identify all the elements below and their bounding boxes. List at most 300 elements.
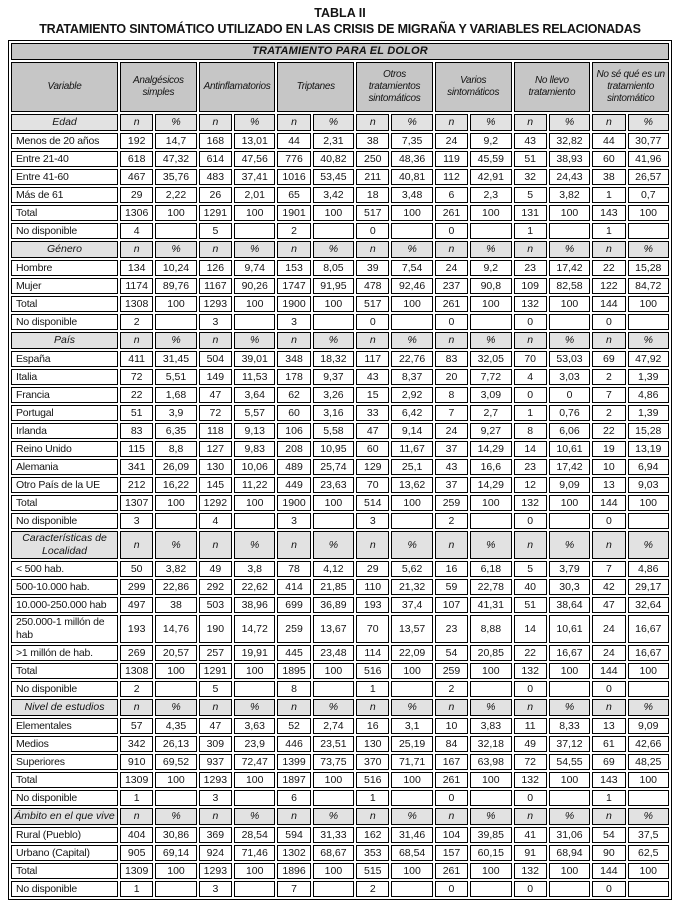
cell-value: 3 <box>356 513 389 529</box>
cell-value: 10 <box>592 459 625 475</box>
cell-value <box>549 681 590 697</box>
cell-value: 100 <box>313 296 354 312</box>
n-subheader: n <box>356 114 389 131</box>
cell-value: 1308 <box>120 663 153 679</box>
cell-value: 100 <box>549 663 590 679</box>
cell-value: 23,51 <box>313 736 354 752</box>
percent-subheader: % <box>549 241 590 258</box>
cell-value: 269 <box>120 645 153 661</box>
percent-subheader: % <box>391 531 432 559</box>
cell-value: 7 <box>592 561 625 577</box>
cell-value: 32 <box>514 169 547 185</box>
cell-value: 8,8 <box>155 441 196 457</box>
cell-value: 4 <box>199 513 232 529</box>
percent-subheader: % <box>628 808 669 825</box>
cell-value: 60 <box>592 151 625 167</box>
cell-value: 1293 <box>199 296 232 312</box>
cell-value: 39,01 <box>234 351 275 367</box>
section-header-row <box>11 531 669 559</box>
cell-value <box>313 223 354 239</box>
cell-value: 3 <box>199 790 232 806</box>
cell-value: 19,91 <box>234 645 275 661</box>
cell-value: 15,28 <box>628 260 669 276</box>
cell-value: 10,61 <box>549 615 590 643</box>
percent-subheader: % <box>470 332 511 349</box>
cell-value: 54 <box>435 645 468 661</box>
cell-value <box>628 314 669 330</box>
percent-subheader: % <box>628 699 669 716</box>
cell-value <box>234 314 275 330</box>
cell-value: 14,7 <box>155 133 196 149</box>
cell-value: 1901 <box>277 205 310 221</box>
row-label: Rural (Pueblo) <box>11 827 118 843</box>
table-row <box>11 169 669 185</box>
cell-value: 1 <box>356 681 389 697</box>
cell-value: 37 <box>435 477 468 493</box>
n-subheader: n <box>199 332 232 349</box>
cell-value: 44 <box>277 133 310 149</box>
cell-value: 516 <box>356 663 389 679</box>
cell-value: 15,28 <box>628 423 669 439</box>
cell-value: 168 <box>199 133 232 149</box>
cell-value <box>391 790 432 806</box>
n-subheader: n <box>514 114 547 131</box>
cell-value: 71,71 <box>391 754 432 770</box>
cell-value: 60,15 <box>470 845 511 861</box>
cell-value: 0 <box>514 681 547 697</box>
cell-value: 24,43 <box>549 169 590 185</box>
cell-value: 131 <box>514 205 547 221</box>
cell-value: 100 <box>234 205 275 221</box>
n-subheader: n <box>356 699 389 716</box>
percent-subheader: % <box>549 699 590 716</box>
table-row <box>11 790 669 806</box>
n-subheader: n <box>514 808 547 825</box>
cell-value: 3,64 <box>234 387 275 403</box>
cell-value: 47,92 <box>628 351 669 367</box>
cell-value <box>313 790 354 806</box>
percent-subheader: % <box>470 114 511 131</box>
treatment-header-varios: Varios sintomáticos <box>435 62 512 112</box>
percent-subheader: % <box>234 531 275 559</box>
cell-value: 69,14 <box>155 845 196 861</box>
row-label: Francia <box>11 387 118 403</box>
cell-value: 11 <box>514 718 547 734</box>
section-label: Características de Localidad <box>11 531 118 559</box>
cell-value <box>391 223 432 239</box>
cell-value: 3,03 <box>549 369 590 385</box>
cell-value: 341 <box>120 459 153 475</box>
percent-subheader: % <box>313 114 354 131</box>
cell-value: 8 <box>435 387 468 403</box>
cell-value: 37 <box>435 441 468 457</box>
n-subheader: n <box>435 699 468 716</box>
cell-value: 72 <box>199 405 232 421</box>
cell-value: 31,46 <box>391 827 432 843</box>
row-label: 10.000-250.000 hab <box>11 597 118 613</box>
percent-subheader: % <box>313 699 354 716</box>
treatment-header-analgesicos: Analgésicos simples <box>120 62 197 112</box>
cell-value: 1 <box>120 790 153 806</box>
cell-value: 3 <box>277 314 310 330</box>
cell-value: 38 <box>155 597 196 613</box>
cell-value: 23 <box>514 459 547 475</box>
cell-value: 22,78 <box>470 579 511 595</box>
section-label: País <box>11 332 118 349</box>
cell-value: 3,63 <box>234 718 275 734</box>
cell-value: 78 <box>277 561 310 577</box>
cell-value: 1897 <box>277 772 310 788</box>
cell-value: 134 <box>120 260 153 276</box>
row-label: Mujer <box>11 278 118 294</box>
cell-value: 32,05 <box>470 351 511 367</box>
cell-value: 404 <box>120 827 153 843</box>
percent-subheader: % <box>549 808 590 825</box>
cell-value: 13 <box>592 477 625 493</box>
cell-value: 5 <box>514 561 547 577</box>
cell-value <box>391 513 432 529</box>
row-label: Menos de 20 años <box>11 133 118 149</box>
cell-value: 261 <box>435 205 468 221</box>
table-row <box>11 579 669 595</box>
cell-value: 26,13 <box>155 736 196 752</box>
cell-value: 100 <box>628 663 669 679</box>
n-subheader: n <box>277 699 310 716</box>
cell-value: 489 <box>277 459 310 475</box>
cell-value: 37,41 <box>234 169 275 185</box>
cell-value: 5 <box>514 187 547 203</box>
cell-value: 1399 <box>277 754 310 770</box>
table-banner: TRATAMIENTO PARA EL DOLOR <box>11 43 669 60</box>
cell-value <box>234 513 275 529</box>
cell-value: 0 <box>435 223 468 239</box>
n-subheader: n <box>199 114 232 131</box>
cell-value: 100 <box>549 772 590 788</box>
cell-value: 43 <box>435 459 468 475</box>
n-subheader: n <box>514 332 547 349</box>
cell-value: 257 <box>199 645 232 661</box>
cell-value: 2,74 <box>313 718 354 734</box>
cell-value: 29,17 <box>628 579 669 595</box>
cell-value: 8,88 <box>470 615 511 643</box>
cell-value: 259 <box>435 495 468 511</box>
cell-value: 11,67 <box>391 441 432 457</box>
cell-value: 20,85 <box>470 645 511 661</box>
cell-value: 3,8 <box>234 561 275 577</box>
cell-value: 13,67 <box>313 615 354 643</box>
cell-value: 144 <box>592 296 625 312</box>
percent-subheader: % <box>313 332 354 349</box>
cell-value: 0 <box>592 314 625 330</box>
cell-value: 16 <box>435 561 468 577</box>
cell-value <box>470 223 511 239</box>
cell-value: 109 <box>514 278 547 294</box>
row-label: Italia <box>11 369 118 385</box>
percent-subheader: % <box>628 332 669 349</box>
cell-value: 3 <box>199 314 232 330</box>
cell-value: 14,72 <box>234 615 275 643</box>
cell-value: 71,46 <box>234 845 275 861</box>
cell-value: 100 <box>234 495 275 511</box>
cell-value: 33 <box>356 405 389 421</box>
cell-value: 100 <box>391 296 432 312</box>
cell-value: 21,85 <box>313 579 354 595</box>
cell-value: 8 <box>277 681 310 697</box>
cell-value: 208 <box>277 441 310 457</box>
row-label: Reino Unido <box>11 441 118 457</box>
table-row <box>11 681 669 697</box>
cell-value: 51 <box>120 405 153 421</box>
percent-subheader: % <box>155 332 196 349</box>
cell-value: 100 <box>391 663 432 679</box>
row-label: No disponible <box>11 513 118 529</box>
cell-value: 84,72 <box>628 278 669 294</box>
table-row <box>11 223 669 239</box>
treatment-table <box>8 40 672 900</box>
cell-value: 60 <box>277 405 310 421</box>
cell-value: 53,03 <box>549 351 590 367</box>
cell-value: 11,22 <box>234 477 275 493</box>
cell-value: 515 <box>356 863 389 879</box>
cell-value: 9,83 <box>234 441 275 457</box>
cell-value <box>549 314 590 330</box>
cell-value: 20,57 <box>155 645 196 661</box>
table-row <box>11 513 669 529</box>
cell-value: 299 <box>120 579 153 595</box>
cell-value: 35,76 <box>155 169 196 185</box>
cell-value: 259 <box>435 663 468 679</box>
table-row <box>11 477 669 493</box>
cell-value: 3,48 <box>391 187 432 203</box>
cell-value: 45,59 <box>470 151 511 167</box>
cell-value: 0 <box>514 387 547 403</box>
cell-value <box>470 314 511 330</box>
cell-value: 6,18 <box>470 561 511 577</box>
row-label: España <box>11 351 118 367</box>
cell-value: 1309 <box>120 863 153 879</box>
row-label: Total <box>11 863 118 879</box>
cell-value: 39 <box>356 260 389 276</box>
row-label: < 500 hab. <box>11 561 118 577</box>
cell-value <box>628 790 669 806</box>
cell-value: 72 <box>120 369 153 385</box>
cell-value: 12 <box>514 477 547 493</box>
cell-value: 13,62 <box>391 477 432 493</box>
cell-value: 23,9 <box>234 736 275 752</box>
row-label: Más de 61 <box>11 187 118 203</box>
cell-value: 2 <box>277 223 310 239</box>
cell-value: 15 <box>356 387 389 403</box>
percent-subheader: % <box>155 241 196 258</box>
table-row <box>11 187 669 203</box>
cell-value: 309 <box>199 736 232 752</box>
cell-value: 100 <box>470 863 511 879</box>
cell-value: 38,64 <box>549 597 590 613</box>
cell-value <box>628 681 669 697</box>
cell-value: 37,4 <box>391 597 432 613</box>
cell-value: 237 <box>435 278 468 294</box>
n-subheader: n <box>592 241 625 258</box>
cell-value: 2 <box>592 405 625 421</box>
cell-value: 3,9 <box>155 405 196 421</box>
table-row <box>11 441 669 457</box>
percent-subheader: % <box>313 531 354 559</box>
cell-value: 1 <box>514 405 547 421</box>
cell-value: 1302 <box>277 845 310 861</box>
cell-value: 49 <box>514 736 547 752</box>
cell-value: 18 <box>356 187 389 203</box>
cell-value: 2,92 <box>391 387 432 403</box>
cell-value: 910 <box>120 754 153 770</box>
cell-value: 22 <box>592 260 625 276</box>
table-row <box>11 369 669 385</box>
percent-subheader: % <box>234 241 275 258</box>
cell-value <box>313 314 354 330</box>
n-subheader: n <box>199 808 232 825</box>
cell-value: 53,45 <box>313 169 354 185</box>
cell-value: 261 <box>435 863 468 879</box>
cell-value: 0 <box>356 223 389 239</box>
cell-value: 90,8 <box>470 278 511 294</box>
n-subheader: n <box>199 241 232 258</box>
cell-value <box>155 790 196 806</box>
cell-value: 23 <box>514 260 547 276</box>
cell-value: 149 <box>199 369 232 385</box>
cell-value: 100 <box>313 205 354 221</box>
cell-value: 16,67 <box>628 615 669 643</box>
percent-subheader: % <box>549 531 590 559</box>
table-row <box>11 561 669 577</box>
cell-value: 261 <box>435 772 468 788</box>
cell-value: 3 <box>199 881 232 897</box>
cell-value: 130 <box>356 736 389 752</box>
cell-value: 32,18 <box>470 736 511 752</box>
cell-value: 342 <box>120 736 153 752</box>
cell-value <box>391 881 432 897</box>
row-label: No disponible <box>11 223 118 239</box>
row-label: Total <box>11 495 118 511</box>
cell-value: 130 <box>199 459 232 475</box>
treatment-header-otros: Otros tratamientos sintomáticos <box>356 62 433 112</box>
cell-value: 22,62 <box>234 579 275 595</box>
cell-value <box>234 223 275 239</box>
cell-value: 2 <box>120 314 153 330</box>
cell-value: 10,24 <box>155 260 196 276</box>
cell-value: 2 <box>120 681 153 697</box>
cell-value: 1293 <box>199 863 232 879</box>
cell-value: 7,35 <box>391 133 432 149</box>
cell-value: 1291 <box>199 205 232 221</box>
cell-value: 132 <box>514 863 547 879</box>
cell-value: 48,36 <box>391 151 432 167</box>
cell-value: 1747 <box>277 278 310 294</box>
cell-value <box>155 513 196 529</box>
cell-value: 26,09 <box>155 459 196 475</box>
n-subheader: n <box>514 699 547 716</box>
cell-value: 3 <box>120 513 153 529</box>
cell-value: 4,86 <box>628 387 669 403</box>
n-subheader: n <box>277 531 310 559</box>
cell-value <box>391 681 432 697</box>
cell-value <box>470 790 511 806</box>
cell-value: 117 <box>356 351 389 367</box>
cell-value: 178 <box>277 369 310 385</box>
n-subheader: n <box>277 241 310 258</box>
n-subheader: n <box>592 332 625 349</box>
percent-subheader: % <box>155 699 196 716</box>
cell-value: 92,46 <box>391 278 432 294</box>
percent-subheader: % <box>391 808 432 825</box>
cell-value: 100 <box>470 663 511 679</box>
cell-value: 250 <box>356 151 389 167</box>
cell-value: 2,22 <box>155 187 196 203</box>
cell-value: 370 <box>356 754 389 770</box>
row-label: Total <box>11 296 118 312</box>
cell-value: 7,54 <box>391 260 432 276</box>
cell-value: 446 <box>277 736 310 752</box>
cell-value: 9,03 <box>628 477 669 493</box>
cell-value: 1308 <box>120 296 153 312</box>
cell-value: 28,54 <box>234 827 275 843</box>
n-subheader: n <box>514 531 547 559</box>
cell-value: 20 <box>435 369 468 385</box>
cell-value: 100 <box>628 772 669 788</box>
row-label: Entre 21-40 <box>11 151 118 167</box>
row-label: No disponible <box>11 881 118 897</box>
cell-value: 69 <box>592 351 625 367</box>
table-row <box>11 133 669 149</box>
cell-value: 1 <box>120 881 153 897</box>
cell-value: 30,86 <box>155 827 196 843</box>
table-row <box>11 423 669 439</box>
table-row <box>11 845 669 861</box>
cell-value: 445 <box>277 645 310 661</box>
n-subheader: n <box>277 332 310 349</box>
cell-value: 31,33 <box>313 827 354 843</box>
cell-value: 24 <box>592 645 625 661</box>
percent-subheader: % <box>470 531 511 559</box>
cell-value: 100 <box>391 772 432 788</box>
cell-value: 162 <box>356 827 389 843</box>
cell-value: 100 <box>549 495 590 511</box>
cell-value: 100 <box>313 772 354 788</box>
cell-value: 24 <box>592 615 625 643</box>
cell-value: 0 <box>592 881 625 897</box>
row-label: >1 millón de hab. <box>11 645 118 661</box>
cell-value: 132 <box>514 495 547 511</box>
cell-value: 3,16 <box>313 405 354 421</box>
cell-value: 924 <box>199 845 232 861</box>
cell-value: 776 <box>277 151 310 167</box>
cell-value: 905 <box>120 845 153 861</box>
percent-subheader: % <box>391 332 432 349</box>
cell-value: 369 <box>199 827 232 843</box>
cell-value: 9,2 <box>470 260 511 276</box>
cell-value: 100 <box>155 772 196 788</box>
percent-subheader: % <box>313 241 354 258</box>
cell-value: 1,68 <box>155 387 196 403</box>
cell-value: 517 <box>356 296 389 312</box>
cell-value: 503 <box>199 597 232 613</box>
cell-value: 23 <box>435 615 468 643</box>
cell-value: 100 <box>234 863 275 879</box>
cell-value: 38 <box>592 169 625 185</box>
cell-value: 26,57 <box>628 169 669 185</box>
cell-value: 9,74 <box>234 260 275 276</box>
cell-value: 49 <box>199 561 232 577</box>
cell-value: 3,82 <box>155 561 196 577</box>
n-subheader: n <box>592 808 625 825</box>
